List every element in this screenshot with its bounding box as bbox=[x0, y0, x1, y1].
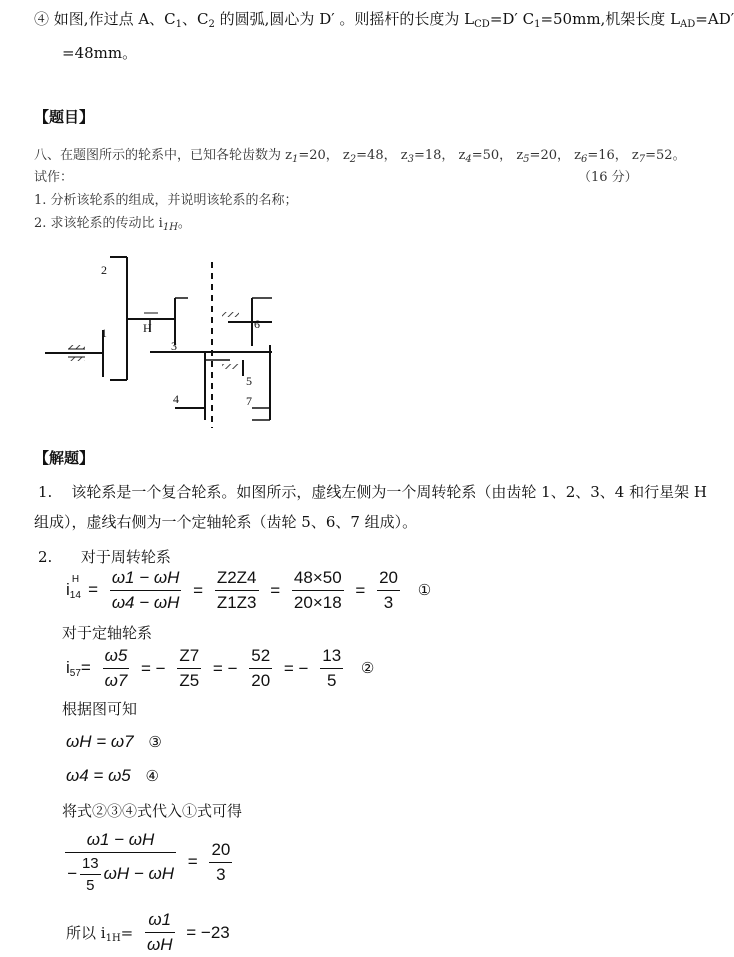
gear-train-diagram bbox=[0, 240, 320, 440]
fixed-axis-title: 对于定轴轮系 bbox=[62, 624, 153, 642]
final-result: 所以 $i_{1H}=$ $\frac{\omega 1}{\omega H}$ = −23 bbox=[66, 910, 230, 954]
score-label: （16 分） bbox=[578, 170, 638, 185]
label-gear-1: 1 bbox=[101, 326, 107, 340]
label-carrier-h: H bbox=[143, 321, 152, 335]
label-gear-4: 4 bbox=[173, 392, 179, 406]
circled-number-4: ④ bbox=[34, 10, 50, 28]
equation-1: $i_{14}^H=$ $\frac{\omega 1 - \omega H}{\omega 4 - \omega H}$ = $\frac{Z2Z4}{Z1Z3}$ = $\frac{48\times 50}{20\times 18}$ = $\frac{20}{3}$ ① bbox=[66, 568, 432, 612]
equation-mark-1: ① bbox=[417, 581, 432, 599]
substitute-line: 将式②③④式代入①式可得 bbox=[62, 802, 243, 820]
equation-mark-4: ④ bbox=[145, 768, 159, 785]
solution-heading: 【解题】 bbox=[34, 449, 95, 467]
label-gear-7: 7 bbox=[246, 394, 252, 408]
previous-answer-line-2: =48mm。 bbox=[62, 44, 138, 62]
bearing-hatch-2 bbox=[68, 357, 85, 361]
known-title: 根据图可知 bbox=[62, 700, 138, 718]
equation-3: ωH = ω7 ③ bbox=[66, 732, 162, 751]
label-gear-6: 6 bbox=[254, 317, 260, 331]
label-gear-5: 5 bbox=[246, 374, 252, 388]
label-gear-3: 3 bbox=[171, 339, 177, 353]
bearing-hatch-1 bbox=[68, 345, 85, 349]
task-1: 1. 分析该轮系的组成，并说明该轮系的名称； bbox=[34, 193, 298, 208]
equation-mark-3: ③ bbox=[148, 734, 162, 751]
solution-p1-line-1: 1. 该轮系是一个复合轮系。如图所示，虚线左侧为一个周转轮系（由齿轮 1、2、3、4 和行星架 H bbox=[38, 483, 707, 501]
equation-5: ω1 − ωH − $\frac{13}{5}$ ωH − ωH = $\frac{20}{3}$ bbox=[67, 830, 231, 894]
solution-p2-title: 2. 对于周转轮系 bbox=[38, 548, 171, 566]
question-heading: 【题目】 bbox=[34, 108, 95, 126]
try-label: 试作： bbox=[34, 170, 74, 185]
label-gear-2: 2 bbox=[101, 263, 107, 277]
task-2: 2. 求该轮系的传动比 $i_{1H}$。 bbox=[34, 216, 191, 233]
question-line-1: 八、在题图所示的轮系中，已知各轮齿数为 $z_1=20$， $z_2=48$， $z_3=18$， $z_4=50$， $z_5=20$， $z_6=16$， $z_7=52$。 bbox=[34, 148, 686, 165]
solution-p1-line-2: 组成），虚线右侧为一个定轴轮系（齿轮 5、6、7 组成）。 bbox=[34, 513, 418, 531]
equation-mark-2: ② bbox=[360, 659, 375, 677]
equation-2: $i_{57}=$ $\frac{\omega 5}{\omega 7}$ = − $\frac{Z7}{Z5}$ = − $\frac{52}{20}$ = − $\frac{13}{5}$ ② bbox=[66, 646, 375, 690]
equation-4: ω4 = ω5 ④ bbox=[66, 766, 159, 785]
previous-answer-line-1: ④ 如图,作过点 A、$C_1$、$C_2$ 的圆弧,圆心为 D′ 。则摇杆的长度为 $L_{CD}=D'$ $C_1=50mm$,机架长度 $L_{AD}=AD'$ bbox=[34, 10, 734, 30]
